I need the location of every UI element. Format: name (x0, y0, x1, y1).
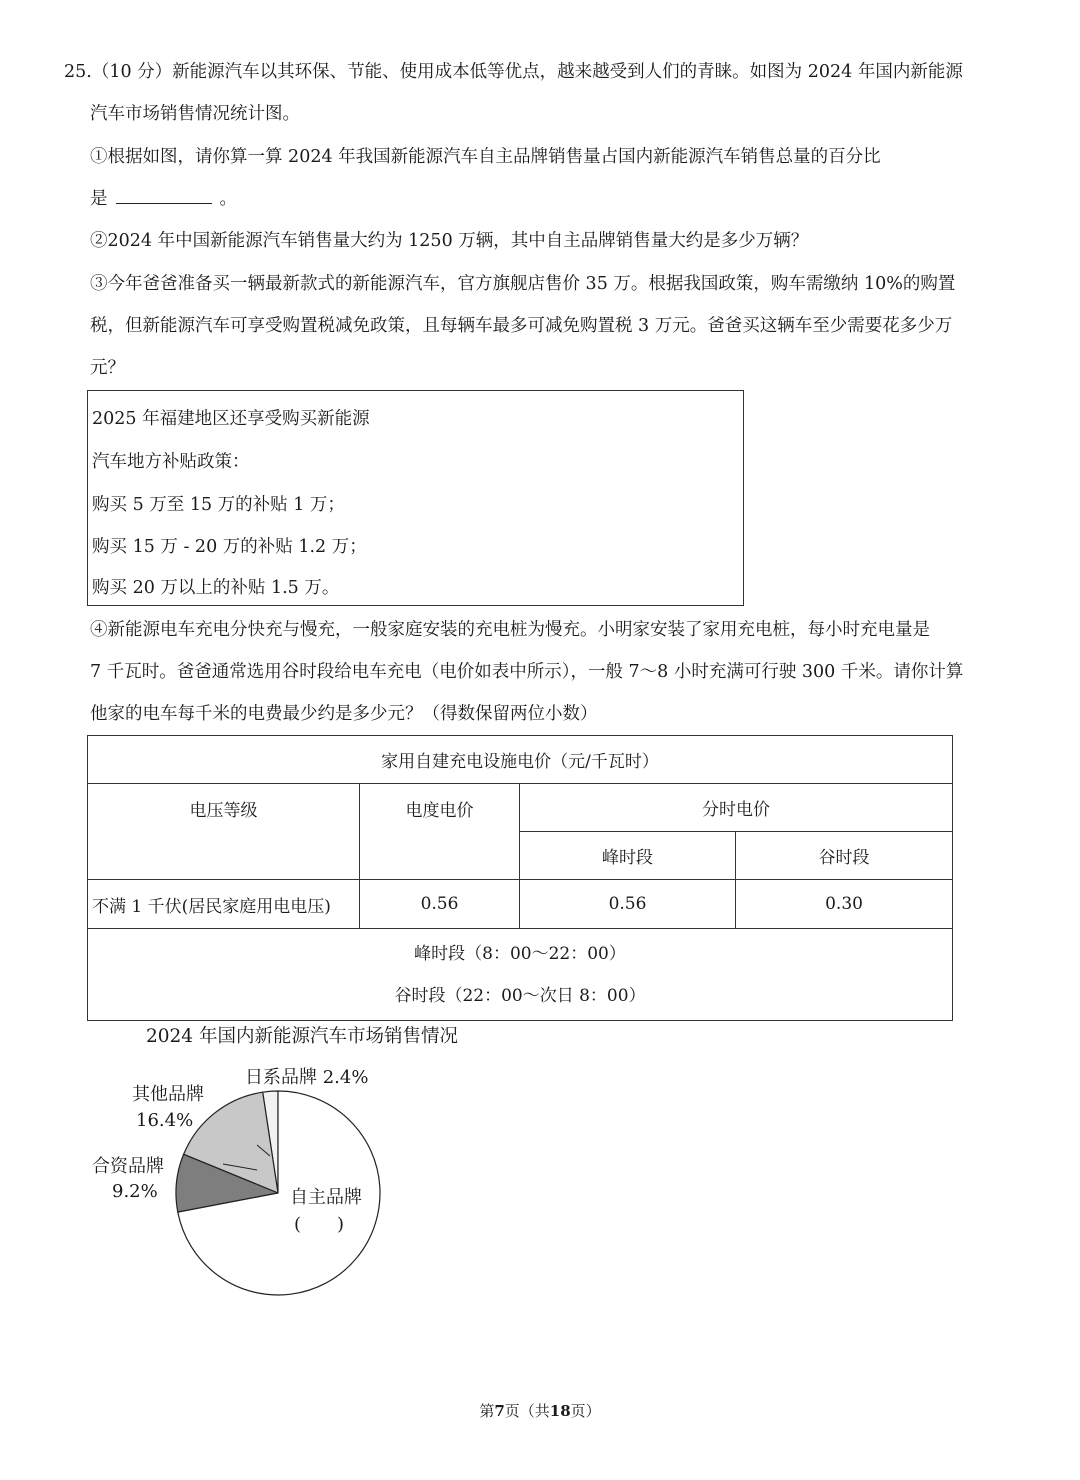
page-footer (0, 1400, 1080, 1421)
question-header: 25.（10 分）新能源汽车以其环保、节能、使用成本低等优点，越来越受到人们的青睐。如图为 2024 年国内新能源 (64, 62, 963, 82)
valley-period-note: 谷时段（22：00～次日 8：00） (394, 985, 646, 1006)
subquestion-1-answer-line (90, 187, 237, 211)
answer-blank[interactable] (116, 187, 212, 204)
label-other-value: 16.4% (136, 1110, 194, 1131)
policy-line: 2025 年福建地区还享受购买新能源 (92, 409, 370, 429)
chart-title: 2024 年国内新能源汽车市场销售情况 (146, 1026, 458, 1047)
footer-middle: 页（共 (504, 1402, 550, 1420)
subquestion-2: ②2024 年中国新能源汽车销售量大约为 1250 万辆，其中自主品牌销售量大约是多少万辆？ (90, 231, 809, 251)
table-title: 家用自建充电设施电价（元/千瓦时） (88, 736, 953, 784)
q1-prefix: 是 (90, 189, 108, 209)
row-voltage-label: 不满 1 千伏(居民家庭用电电压) (88, 880, 360, 929)
q1-suffix: 。 (219, 189, 237, 209)
label-other-name: 其他品牌 (132, 1084, 204, 1105)
footer-prefix: 第 (479, 1402, 495, 1420)
footer-suffix: 页） (570, 1402, 601, 1420)
label-domestic-value: ( ) (294, 1214, 345, 1235)
subquestion-4-cont2: 他家的电车每千米的电费最少约是多少元？（得数保留两位小数） (90, 704, 598, 724)
subquestion-4-cont: 7 千瓦时。爸爸通常选用谷时段给电车充电（电价如表中所示），一般 7～8 小时充满可行驶 300 千米。请你计算 (90, 662, 964, 682)
subquestion-3-cont2: 元？ (90, 358, 125, 378)
time-period-notes (88, 929, 953, 1021)
policy-line: 购买 20 万以上的补贴 1.5 万。 (92, 578, 340, 598)
header-valley: 谷时段 (736, 832, 953, 880)
subquestion-4: ④新能源电车充电分快充与慢充，一般家庭安装的充电桩为慢充。小明家安装了家用充电桩，每小时充电量是 (90, 620, 930, 640)
question-header-cont: 汽车市场销售情况统计图。 (90, 104, 300, 124)
pie-chart (80, 1060, 480, 1300)
subsidy-policy-box (87, 390, 744, 606)
header-tou-price: 分时电价 (520, 784, 953, 832)
header-degree-price: 电度电价 (360, 784, 520, 880)
label-joint-name: 合资品牌 (92, 1156, 164, 1177)
electricity-price-table (87, 735, 953, 1021)
policy-line: 购买 5 万至 15 万的补贴 1 万； (92, 495, 345, 515)
total-pages: 18 (549, 1402, 571, 1420)
subquestion-3: ③今年爸爸准备买一辆最新款式的新能源汽车，官方旗舰店售价 35 万。根据我国政策，购车需缴纳 10%的购置 (90, 274, 956, 294)
subquestion-1: ①根据如图，请你算一算 2024 年我国新能源汽车自主品牌销售量占国内新能源汽车销售总量的百分比 (90, 147, 881, 167)
label-japanese: 日系品牌 2.4% (245, 1067, 369, 1088)
page-number: 7 (494, 1402, 505, 1420)
cell-valley-price: 0.30 (736, 880, 953, 929)
cell-degree-price: 0.56 (360, 880, 520, 929)
header-voltage: 电压等级 (88, 784, 360, 880)
subquestion-3-cont: 税，但新能源汽车可享受购置税减免政策，且每辆车最多可减免购置税 3 万元。爸爸买这辆车至少需要花多少万 (90, 316, 953, 336)
header-peak: 峰时段 (520, 832, 736, 880)
peak-period-note: 峰时段（8：00～22：00） (414, 943, 626, 964)
label-joint-value: 9.2% (112, 1181, 158, 1202)
policy-line: 汽车地方补贴政策： (92, 452, 250, 472)
cell-peak-price: 0.56 (520, 880, 736, 929)
policy-line: 购买 15 万 - 20 万的补贴 1.2 万； (92, 537, 367, 557)
label-domestic-name: 自主品牌 (290, 1187, 362, 1208)
